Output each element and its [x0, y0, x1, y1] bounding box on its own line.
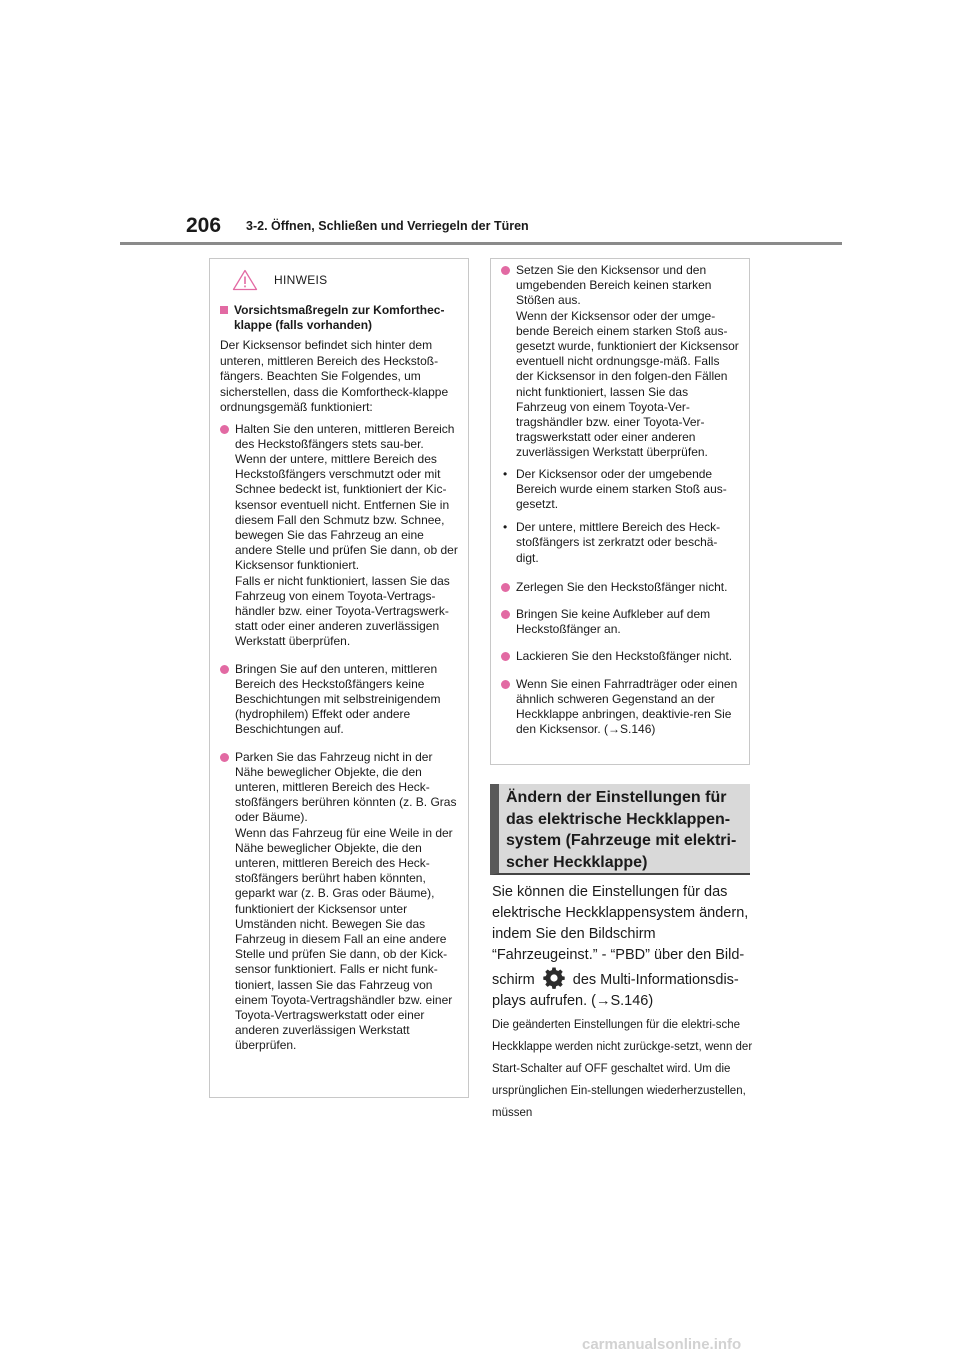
bullet-main: Halten Sie den unteren, mittleren Bereich des Heckstoßfängers stets sau-ber. [235, 421, 455, 451]
circle-bullet-icon [220, 425, 229, 434]
notice-label-row [232, 267, 458, 293]
circle-bullet-icon [501, 652, 510, 661]
notice-heading-text: Vorsichtsmaßregeln zur Komforthec-klappe (falls vorhanden) [234, 303, 445, 332]
circle-bullet-icon [501, 680, 510, 689]
sub-bullet-mark: • [503, 466, 508, 481]
bullet-main: Parken Sie das Fahrzeug nicht in der Nähe beweglicher Objekte, die den unteren, mittleren Bereich des Heck-stoßfängers berühren könnten (z. B. Gras oder Bäume). [235, 749, 457, 825]
sub-bullet-mark: • [503, 520, 508, 535]
body-text-before: Sie können die Einstellungen für das elektrische Heckklappensystem ändern, indem Sie den Bildschirm “Fahrzeugeinst.” - “PBD” über den Bild-schirm [492, 884, 749, 988]
bullet-main: Bringen Sie keine Aufkleber auf dem Heckstoßfänger an. [516, 607, 711, 637]
bullet-detail: Falls er nicht funktioniert, lassen Sie das Fahrzeug von einem Toyota-Vertrags-händler bzw. einer Toyota-Vertragswerk-statt oder einer anderen zuverlässigen Werkstatt überprüfen. [235, 573, 450, 649]
notice-box-right [490, 258, 750, 765]
bullet-main: Bringen Sie auf den unteren, mittleren Bereich des Heckstoßfängers keine Beschichtungen mit selbstreinigendem (hydrophilem) Effekt oder andere Beschichtungen auf. [235, 661, 441, 737]
notice-label: HINWEIS [274, 273, 328, 287]
section-heading: Ändern der Einstellungen für das elektrische Heckklappen-system (Fahrzeuge mit elektri-scher Heckklappe) [490, 784, 750, 875]
bullet-text [516, 263, 739, 461]
section-note [492, 1014, 754, 1124]
sub-item-text: Der untere, mittlere Bereich des Heck-stoßfängers ist zerkratzt oder beschä-digt. [516, 520, 721, 565]
section-body [492, 882, 754, 1012]
circle-bullet-icon [501, 610, 510, 619]
bullet-detail: Wenn das Fahrzeug für eine Weile in der Nähe beweglicher Objekte, die den unteren, mittleren Bereich des Heck-stoßfängers berührt haben könnten, geparkt war (z. B. Gras oder Bäume), funktioniert der Kicksensor unter Umständen nicht. Bewegen Sie das Fahrzeug in diesem Fall an eine andere Stelle und prüfen Sie dann, ob der Kick-sensor funktioniert. Falls er nicht funk-tioniert, lassen Sie das Fahrzeug von einem Toyota-Vertragshändler bzw. einer Toyota-Vertragswerkstatt oder einer anderen zuverlässigen Werkstatt überprüfen. [235, 825, 453, 1053]
header-rule [120, 242, 842, 245]
bullet-detail: Wenn der Kicksensor oder der umge-bende Bereich einem starken Stoß aus-gesetzt wurde, funktioniert der Kicksensor eventuell nicht ordnungsge-mäß. Falls der Kicksensor in den folgen-den Fällen nicht funktioniert, lassen Sie das Fahrzeug von einem Toyota-Ver-tragshändler bzw. einer Toyota-Ver-tragswerkstatt oder einer anderen zuverlässigen Werkstatt überprüfen. [516, 308, 739, 460]
watermark: carmanualsonline.info [582, 1336, 742, 1353]
bullet-text [235, 662, 458, 738]
square-bullet-icon [220, 306, 228, 314]
section-body-paragraph [492, 882, 754, 1012]
bullet-text [235, 750, 458, 1054]
bullet-item [220, 662, 458, 738]
bullet-detail: Wenn der untere, mittlere Bereich des Heckstoßfängers verschmutzt oder mit Schnee bedeckt ist, funktioniert der Kic-ksensor eventuell nicht. Entfernen Sie in diesem Fall den Schmutz bzw. Schnee, bewegen Sie das Fahrzeug an eine andere Stelle und prüfen Sie dann, ob der Kicksensor funktioniert. [235, 451, 458, 573]
bullet-item [501, 607, 739, 637]
notice-heading [220, 303, 458, 333]
bullet-item [220, 422, 458, 650]
bullet-main: Setzen Sie den Kicksensor und den umgebenden Bereich keinen starken Stößen aus. [516, 263, 712, 308]
bullet-main: Wenn Sie einen Fahrradträger oder einen ähnlich schweren Gegenstand an der Heckklappe anbringen, deaktivie-ren Sie den Kicksensor. (→S.146) [516, 676, 738, 737]
sub-item [503, 520, 739, 566]
gear-icon [542, 966, 566, 990]
chapter-title: 3-2. Öffnen, Schließen und Verriegeln der Türen [246, 219, 529, 233]
bullet-main: Zerlegen Sie den Heckstoßfänger nicht. [516, 579, 728, 594]
warning-icon [232, 269, 258, 291]
bullet-item [501, 677, 739, 738]
circle-bullet-icon [501, 266, 510, 275]
sub-item-text: Der Kicksensor oder der umgebende Bereich wurde einem starken Stoß aus-gesetzt. [516, 466, 727, 512]
bullet-main: Lackieren Sie den Heckstoßfänger nicht. [516, 649, 733, 664]
bullet-item [501, 649, 739, 664]
bullet-item [501, 263, 739, 461]
bullet-text [235, 422, 458, 650]
bullet-item [220, 750, 458, 1054]
sub-item [503, 467, 739, 513]
circle-bullet-icon [501, 583, 510, 592]
notice-intro: Der Kicksensor befindet sich hinter dem unteren, mittleren Bereich des Heckstoß-fängers. Beachten Sie Folgendes, um sicherstellen, dass die Komfortheck-klappe ordnungsgemäß funktioniert: [220, 338, 449, 414]
notice-box-left [209, 258, 469, 1098]
body-text-after: des Multi-Informationsdis-plays aufrufen. (→S.146) [492, 972, 739, 1009]
section-note-text: Die geänderten Einstellungen für die elektri-sche Heckklappe werden nicht zurückge-setzt, wenn der Start-Schalter auf OFF geschaltet wird. Um die ursprünglichen Ein-stellungen wiederherzustellen, müssen [492, 1019, 753, 1119]
circle-bullet-icon [220, 753, 229, 762]
bullet-item [501, 580, 739, 595]
circle-bullet-icon [220, 665, 229, 674]
page-number: 206 [186, 214, 222, 237]
